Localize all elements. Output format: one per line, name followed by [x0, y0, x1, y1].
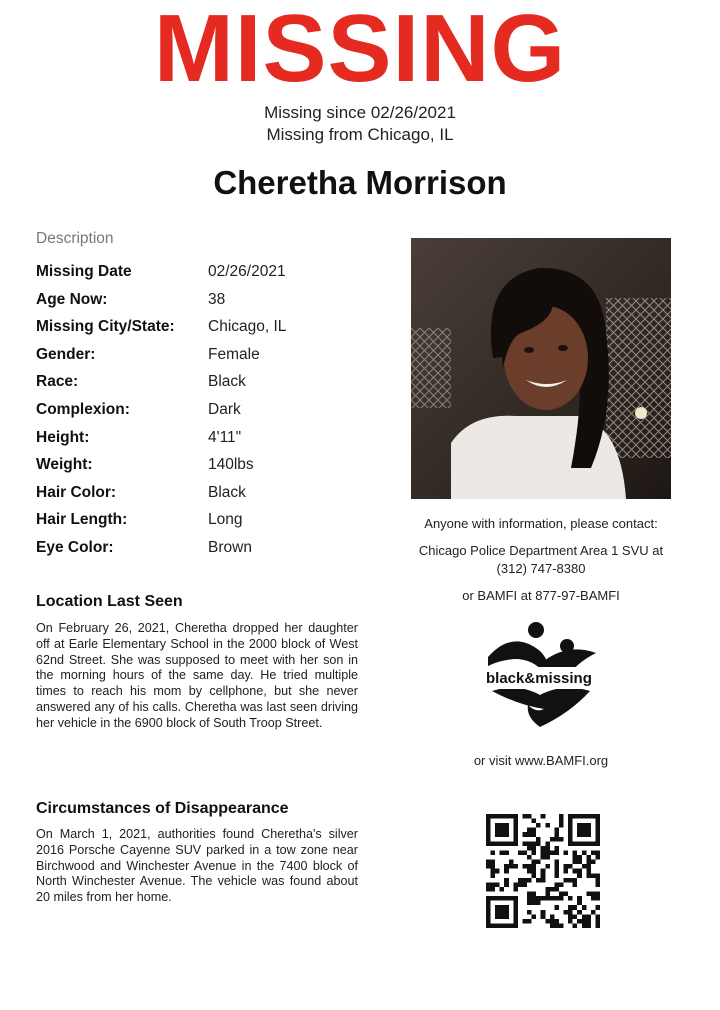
fact-key: Weight:: [36, 456, 93, 474]
fact-row: [36, 370, 286, 398]
police-contact: [384, 542, 698, 578]
fact-key: Hair Length:: [36, 511, 128, 529]
fact-key: Missing Date: [36, 263, 132, 280]
fact-key: Height:: [36, 428, 90, 446]
fact-row: [36, 343, 286, 371]
fact-value: 4'11": [208, 428, 242, 446]
fact-value: Brown: [208, 538, 252, 556]
fact-key: Complexion:: [36, 400, 130, 418]
fact-value: Dark: [208, 400, 241, 418]
missing-headline: MISSING: [153, 0, 567, 102]
fact-value: Black: [208, 373, 246, 391]
description-facts: [36, 260, 286, 564]
police-contact-line1: Chicago Police Department Area 1 SVU at: [418, 543, 664, 558]
fact-row: [36, 260, 286, 288]
location-paragraph: On February 26, 2021, Cheretha dropped her daughter off at Earle Elementary School in the 2000 block of West 62nd Street. She was supposed to meet with her son in the morning hours of the same day. He tried multiple times to reach his mom by cellphone, but she never answered any of his calls. Cheretha was last seen driving her vehicle in the 6900 block of South Troop Street.: [36, 621, 358, 730]
fact-row: [36, 508, 286, 536]
fact-row: [36, 288, 286, 316]
fact-key: Missing City/State:: [36, 318, 175, 336]
description-label: Description: [36, 230, 114, 247]
fact-row: [36, 481, 286, 509]
fact-row: [36, 536, 286, 564]
black-and-missing-logo: [478, 621, 603, 729]
logo-wordmark: black&missing: [486, 670, 592, 687]
missing-since-block: [0, 102, 720, 146]
fact-row: [36, 453, 286, 481]
person-photo: [411, 238, 671, 499]
circumstances-title: Circumstances of Disappearance: [36, 800, 289, 817]
fact-key: Eye Color:: [36, 538, 114, 556]
contact-intro: Anyone with information, please contact:: [424, 516, 658, 531]
visit-website: or visit www.BAMFI.org: [473, 753, 609, 768]
missing-since-line: Missing since 02/26/2021: [264, 103, 456, 122]
fact-value: 02/26/2021: [208, 263, 286, 280]
fact-row: [36, 398, 286, 426]
fact-row: [36, 426, 286, 454]
fact-value: Long: [208, 511, 243, 529]
fact-value: Black: [208, 483, 246, 501]
missing-from-line: Missing from Chicago, IL: [266, 125, 454, 144]
person-name: Cheretha Morrison: [213, 164, 507, 201]
fact-key: Gender:: [36, 345, 96, 363]
fact-row: [36, 315, 286, 343]
qr-code: [486, 814, 600, 928]
police-contact-line2: (312) 747-8380: [496, 561, 586, 576]
circumstances-paragraph: On March 1, 2021, authorities found Cheretha's silver 2016 Porsche Cayenne SUV parked in a tow zone near Birchwood and Winchester Avenue in the 7400 block of North Winchester Avenue. The vehicle was found about 20 miles from her home.: [36, 827, 358, 905]
location-title: Location Last Seen: [36, 593, 183, 610]
bamfi-contact: or BAMFI at 877-97-BAMFI: [462, 588, 620, 603]
fact-key: Age Now:: [36, 290, 108, 308]
fact-value: 140lbs: [208, 456, 254, 474]
fact-value: 38: [208, 290, 226, 308]
fact-key: Hair Color:: [36, 483, 117, 501]
fact-value: Female: [208, 345, 260, 363]
fact-key: Race:: [36, 373, 79, 391]
fact-value: Chicago, IL: [208, 318, 287, 336]
